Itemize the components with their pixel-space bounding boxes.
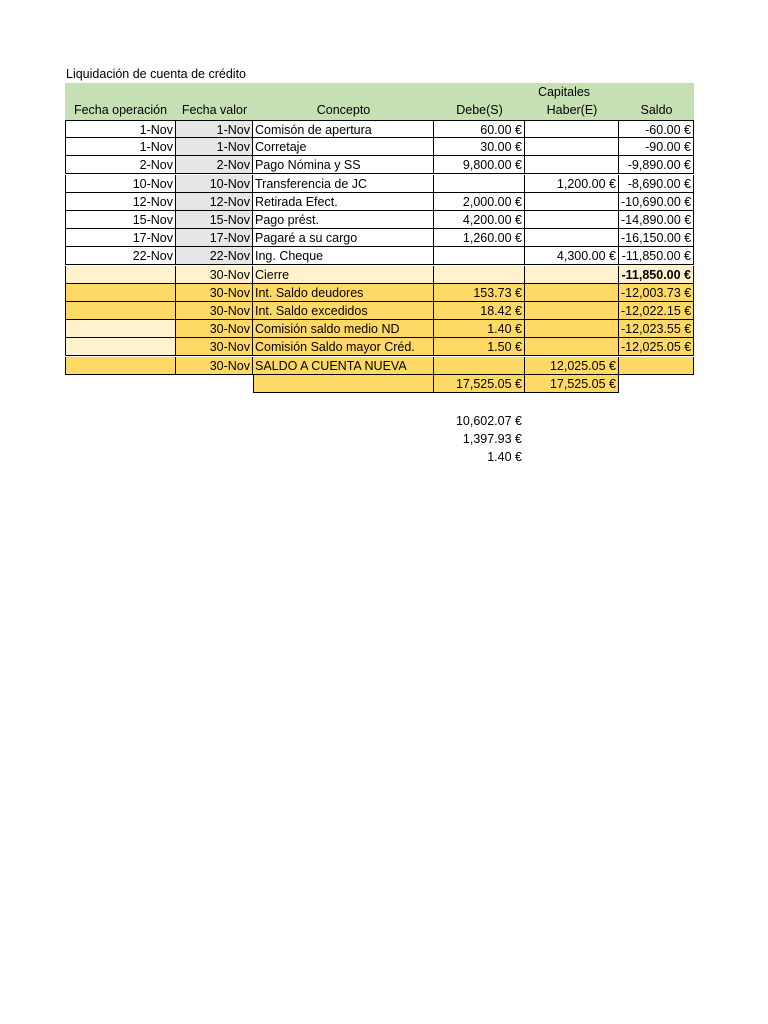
cell-concepto: Pagaré a su cargo [253, 229, 434, 247]
cell-saldo: -8,690.00 € [619, 175, 694, 193]
header-fecha-valor: Fecha valor [181, 103, 248, 117]
cell-concepto: Pago Nómina y SS [253, 156, 434, 174]
extra-value: 1,397.93 € [462, 432, 522, 447]
capitales-group-header: Capitales [537, 85, 591, 99]
cell-fecha-valor: 2-Nov [176, 156, 253, 174]
cell-debe [434, 357, 525, 375]
cell-concepto: Transferencia de JC [253, 175, 434, 193]
cell-concepto: Cierre [253, 266, 434, 284]
cell-fecha-valor: 30-Nov [176, 284, 253, 302]
header-haber: Haber(E) [546, 103, 598, 117]
cell-debe: 30.00 € [434, 138, 525, 156]
cell-haber [525, 211, 619, 229]
header-debe: Debe(S) [456, 103, 503, 117]
header-saldo: Saldo [640, 103, 673, 117]
cell-saldo: -9,890.00 € [619, 156, 694, 174]
cell-concepto: Retirada Efect. [253, 193, 434, 211]
cell-saldo: -60.00 € [619, 120, 694, 138]
cell-haber [525, 120, 619, 138]
cell-concepto: Pago prést. [253, 211, 434, 229]
cell-debe: 9,800.00 € [434, 156, 525, 174]
cell-fecha-operacion [65, 302, 176, 320]
cell-debe: 4,200.00 € [434, 211, 525, 229]
cell-fecha-operacion [65, 284, 176, 302]
cell-fecha-valor: 30-Nov [176, 357, 253, 375]
header-fecha-operacion: Fecha operación [73, 103, 168, 117]
cell-saldo: -10,690.00 € [619, 193, 694, 211]
cell-debe: 1.40 € [434, 320, 525, 338]
cell-saldo: -12,023.55 € [619, 320, 694, 338]
cell-haber [525, 284, 619, 302]
cell-debe [434, 175, 525, 193]
cell-debe: 2,000.00 € [434, 193, 525, 211]
cell-concepto: Int. Saldo deudores [253, 284, 434, 302]
cell-fecha-valor: 22-Nov [176, 247, 253, 265]
cell-haber [525, 229, 619, 247]
cell-saldo: -16,150.00 € [619, 229, 694, 247]
cell-concepto: Int. Saldo excedidos [253, 302, 434, 320]
cell-saldo: -90.00 € [619, 138, 694, 156]
cell-haber [525, 138, 619, 156]
cell-saldo [619, 357, 694, 375]
cell-saldo: -14,890.00 € [619, 211, 694, 229]
cell-saldo: -11,850.00 € [619, 247, 694, 265]
cell-concepto: Comisión Saldo mayor Créd. [253, 338, 434, 356]
cell-fecha-operacion: 2-Nov [65, 156, 176, 174]
sheet-title: Liquidación de cuenta de crédito [66, 67, 246, 81]
cell-fecha-operacion: 1-Nov [65, 120, 176, 138]
cell-concepto: SALDO A CUENTA NUEVA [253, 357, 434, 375]
cell-fecha-operacion: 15-Nov [65, 211, 176, 229]
cell-saldo: -12,003.73 € [619, 284, 694, 302]
cell-haber [525, 156, 619, 174]
cell-haber: 1,200.00 € [525, 175, 619, 193]
cell-debe: 1.50 € [434, 338, 525, 356]
cell-fecha-operacion: 22-Nov [65, 247, 176, 265]
cell-fecha-operacion: 1-Nov [65, 138, 176, 156]
cell-debe: 18.42 € [434, 302, 525, 320]
total-debe: 17,525.05 € [434, 375, 525, 393]
cell-debe [434, 247, 525, 265]
cell-fecha-valor: 12-Nov [176, 193, 253, 211]
cell-saldo: -12,022.15 € [619, 302, 694, 320]
extra-value: 1.40 € [487, 450, 522, 465]
cell-fecha-operacion [65, 266, 176, 284]
cell-haber: 12,025.05 € [525, 357, 619, 375]
cell-fecha-valor: 30-Nov [176, 338, 253, 356]
cell-concepto: Corretaje [253, 138, 434, 156]
cell-debe: 60.00 € [434, 120, 525, 138]
cell-fecha-valor: 30-Nov [176, 320, 253, 338]
cell-saldo: -12,025.05 € [619, 338, 694, 356]
cell-concepto: Comisón de apertura [253, 120, 434, 138]
cell-fecha-valor: 30-Nov [176, 266, 253, 284]
cell-haber [525, 266, 619, 284]
cell-haber: 4,300.00 € [525, 247, 619, 265]
cell-fecha-operacion: 12-Nov [65, 193, 176, 211]
cell-fecha-operacion: 17-Nov [65, 229, 176, 247]
extra-value: 10,602.07 € [455, 414, 522, 428]
cell-fecha-operacion [65, 357, 176, 375]
total-haber: 17,525.05 € [525, 375, 619, 393]
cell-debe: 153.73 € [434, 284, 525, 302]
cell-fecha-valor: 1-Nov [176, 138, 253, 156]
cell-fecha-valor: 10-Nov [176, 175, 253, 193]
table-header [65, 83, 694, 120]
cell-fecha-operacion: 10-Nov [65, 175, 176, 193]
cell-haber [525, 338, 619, 356]
header-concepto: Concepto [316, 103, 371, 117]
cell-haber [525, 193, 619, 211]
cell-haber [525, 302, 619, 320]
cell-concepto: Comisión saldo medio ND [253, 320, 434, 338]
cell-fecha-valor: 15-Nov [176, 211, 253, 229]
cell-fecha-valor: 1-Nov [176, 120, 253, 138]
cell-haber [525, 320, 619, 338]
totals-blank-cell [253, 375, 434, 393]
cell-fecha-valor: 30-Nov [176, 302, 253, 320]
cell-fecha-operacion [65, 320, 176, 338]
cell-debe [434, 266, 525, 284]
cell-fecha-valor: 17-Nov [176, 229, 253, 247]
cell-concepto: Ing. Cheque [253, 247, 434, 265]
cell-fecha-operacion [65, 338, 176, 356]
cell-debe: 1,260.00 € [434, 229, 525, 247]
cell-saldo: -11,850.00 € [619, 266, 694, 284]
